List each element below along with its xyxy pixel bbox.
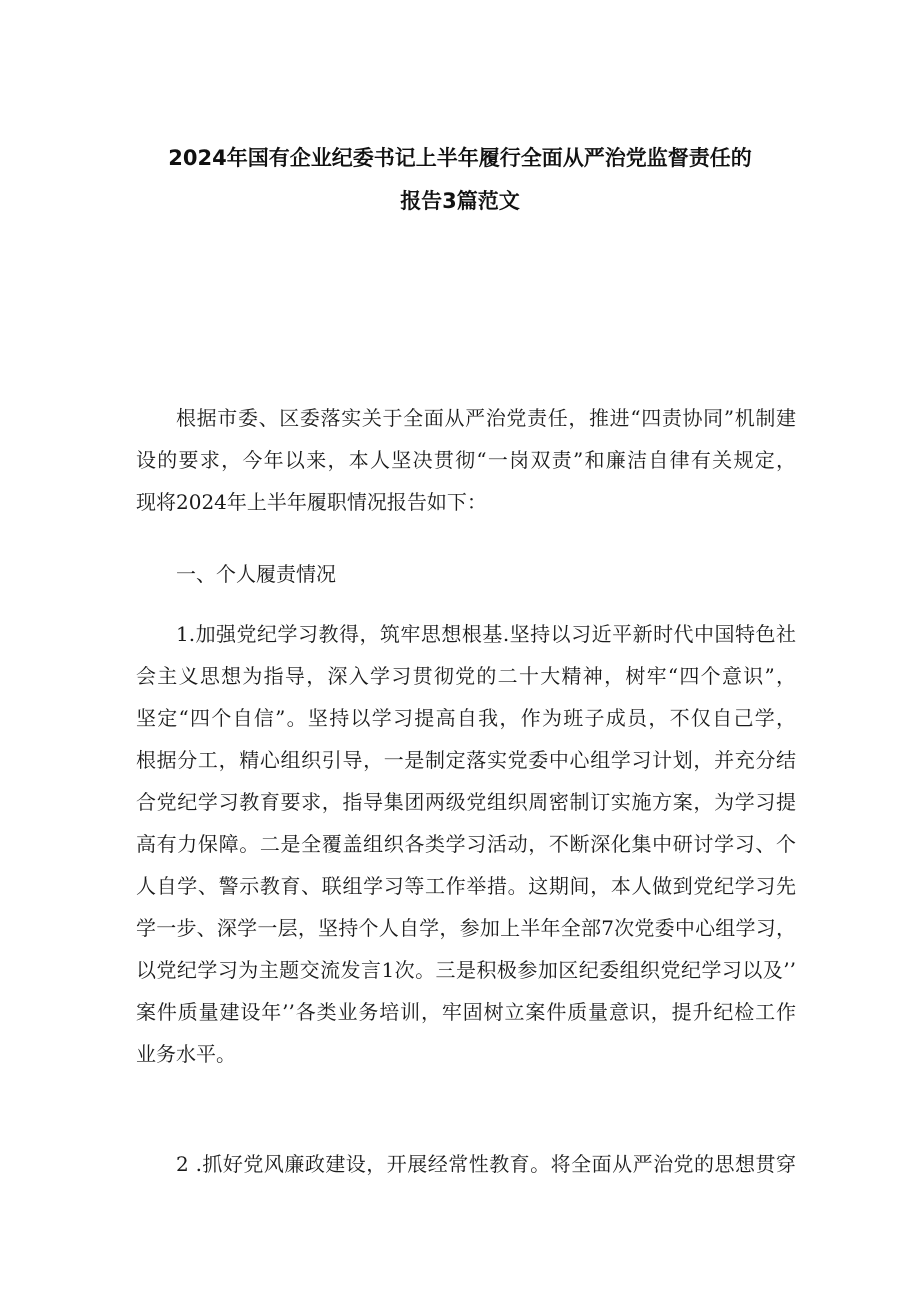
document-title-line-1: 2024年国有企业纪委书记上半年履行全面从严治党监督责任的 [168,146,752,170]
item-1-line-10: 案件质量建设年’’各类业务培训，牢固树立案件质量意识，提升纪检工作 [136,1000,796,1024]
item-1-line-4: 根据分工，精心组织引导，一是制定落实党委中心组学习计划，并充分结 [136,748,796,772]
intro-line-3: 现将2024年上半年履职情况报告如下： [136,490,487,514]
item-1-line-8: 学一步、深学一层，坚持个人自学，参加上半年全部7次党委中心组学习， [136,916,796,940]
item-1-line-7: 人自学、警示教育、联组学习等工作举措。这期间，本人做到党纪学习先 [136,874,796,898]
item-1-line-3: 坚定“四个自信”。坚持以学习提高自我，作为班子成员，不仅自己学， [136,706,796,730]
section-heading-text: 一、个人履责情况 [176,562,336,586]
item-1-line-2: 会主义思想为指导，深入学习贯彻党的二十大精神，树牢“四个意识”， [136,664,796,688]
item-1-line-11: 业务水平。 [136,1042,236,1066]
item-1-paragraph [136,613,796,1075]
item-1-line-9: 以党纪学习为主题交流发言1次。三是积极参加区纪委组织党纪学习以及’’ [136,958,796,982]
item-1-line-6: 高有力保障。二是全覆盖组织各类学习活动，不断深化集中研讨学习、个 [136,832,796,856]
intro-line-2: 设的要求，今年以来，本人坚决贯彻“一岗双责”和廉洁自律有关规定， [136,448,796,472]
document-title-line-2: 报告3篇范文 [400,189,520,213]
item-2-line-1: 2 .抓好党风廉政建设，开展经常性教育。将全面从严治党的思想贯穿 [176,1152,796,1176]
item-2-paragraph [136,1143,796,1185]
item-1-line-5: 合党纪学习教育要求，指导集团两级党组织周密制订实施方案，为学习提 [136,790,796,814]
intro-paragraph [136,397,796,523]
section-heading [136,553,796,595]
item-1-line-1: 1.加强党纪学习教得，筑牢思想根基.坚持以习近平新时代中国特色社 [176,622,796,646]
intro-line-1: 根据市委、区委落实关于全面从严治党责任，推进“四责协同”机制建 [176,406,796,430]
